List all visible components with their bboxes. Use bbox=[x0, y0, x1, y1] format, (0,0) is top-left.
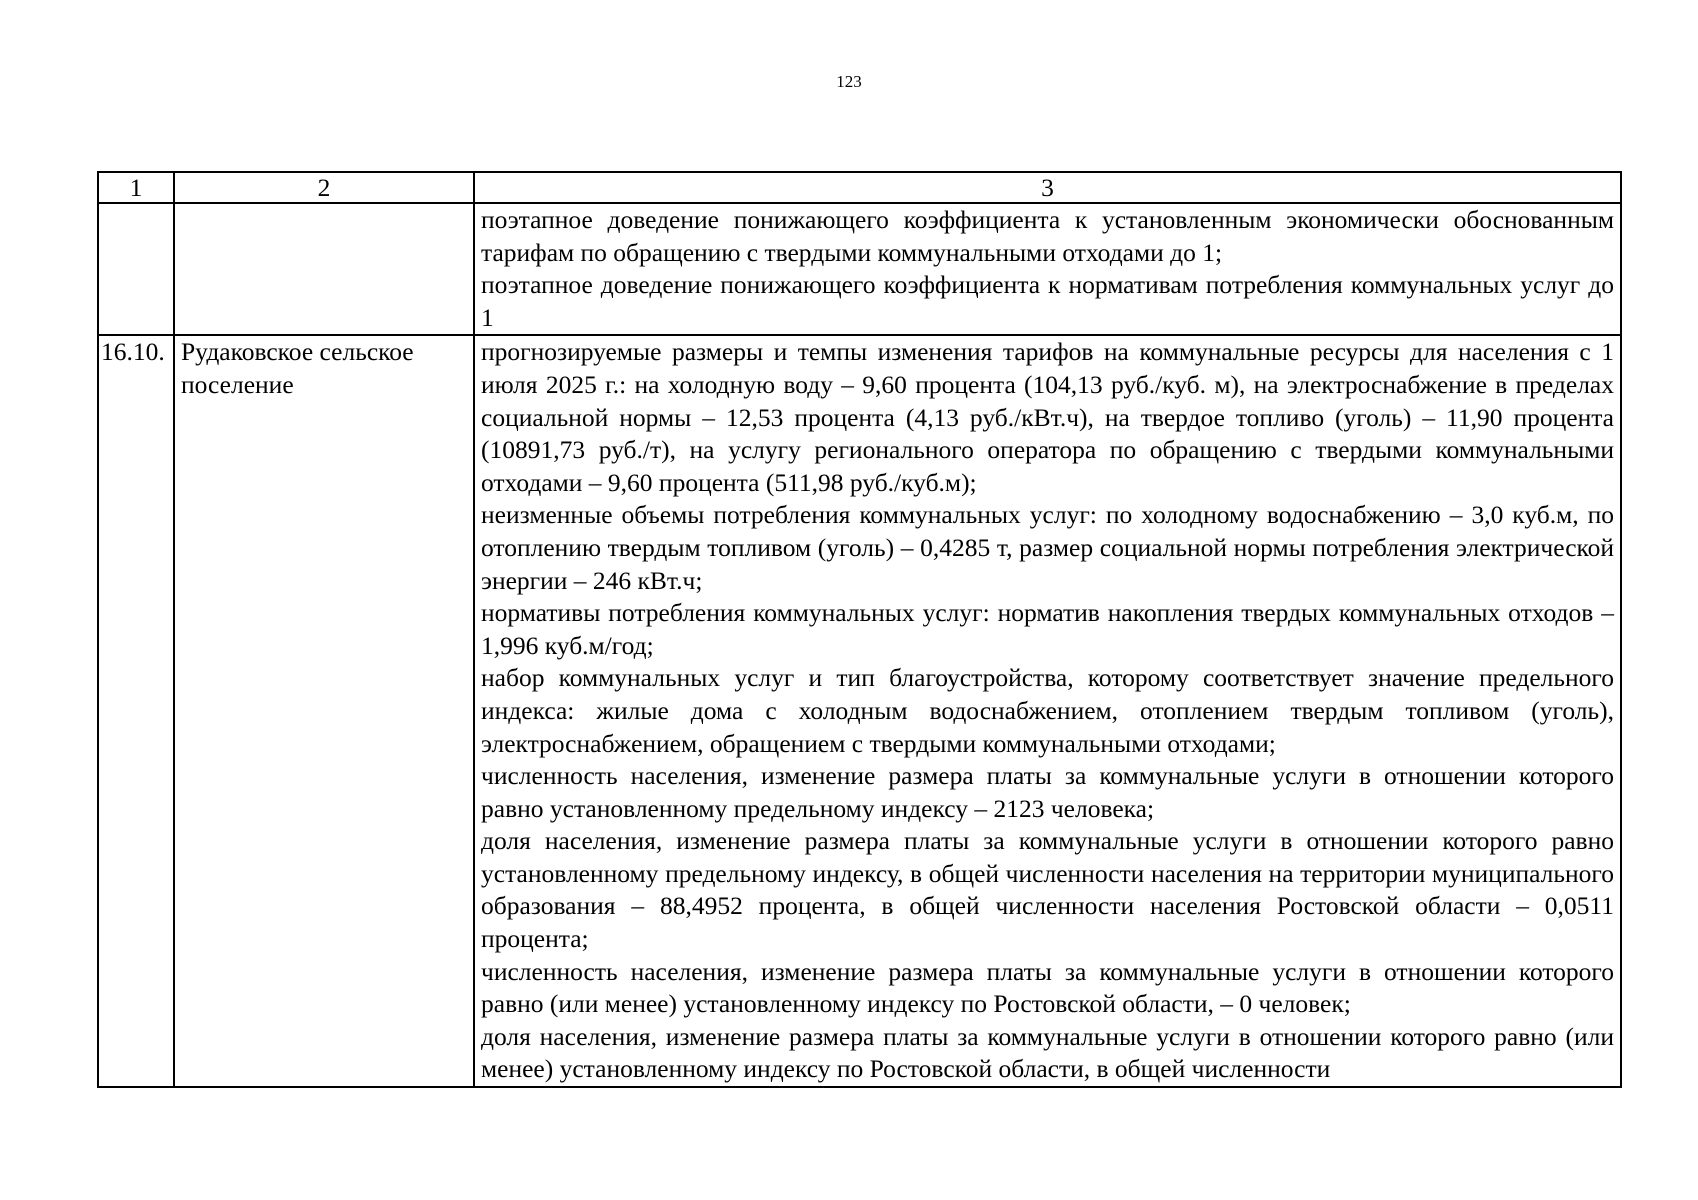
paragraph: численность населения, изменение размера платы за коммунальные услуги в отношении которого равно установленному предельному индексу – 2123 человека; bbox=[481, 761, 1614, 823]
column-header-2: 2 bbox=[174, 172, 474, 203]
column-header-3: 3 bbox=[474, 172, 1621, 203]
column-header-1: 1 bbox=[98, 172, 174, 203]
table-row-16-10 bbox=[98, 335, 1621, 1087]
paragraph: доля населения, изменение размера платы за коммунальные услуги в отношении которого равно (или менее) установленному индексу по Ростовской области, в общей численности bbox=[481, 1021, 1614, 1084]
tariff-table bbox=[97, 171, 1622, 1088]
paragraph: численность населения, изменение размера платы за коммунальные услуги в отношении которого равно (или менее) установленному индексу по Ростовской области, – 0 человек; bbox=[481, 956, 1614, 1019]
paragraph: поэтапное доведение понижающего коэффициента к установленным экономически обоснованным тарифам по обращению с твердыми коммунальными отходами до 1; bbox=[481, 205, 1614, 267]
continuation-number-cell bbox=[98, 203, 174, 335]
paragraph: поэтапное доведение понижающего коэффициента к нормативам потребления коммунальных услуг до 1 bbox=[481, 270, 1614, 332]
table-row-continuation bbox=[98, 203, 1621, 335]
paragraph: доля населения, изменение размера платы за коммунальные услуги в отношении которого равно установленному предельному индексу, в общей численности населения на территории муниципального образования – 88,4952 процента, в общей численности населения Ростовской области – 0,0511 процента; bbox=[481, 826, 1614, 954]
paragraph: прогнозируемые размеры и темпы изменения тарифов на коммунальные ресурсы для населения с 1 июля 2025 г.: на холодную воду – 9,60 процента (104,13 руб./куб. м), на электроснабжение в пределах социальной нормы – 12,53 процента (4,13 руб./кВт.ч), на твердое топливо (уголь) – 11,90 процента (10891,73 руб./т), на услугу регионального оператора по обращению с твердыми коммунальными отходами – 9,60 процента (511,98 руб./куб.м); bbox=[481, 337, 1614, 497]
settlement-name: Рудаковское сельское поселение bbox=[174, 335, 474, 1087]
continuation-settlement-cell bbox=[174, 203, 474, 335]
row-text-cell bbox=[474, 335, 1621, 1087]
paragraph: набор коммунальных услуг и тип благоустройства, которому соответствует значение предельного индекса: жилые дома с холодным водоснабжением, отоплением твердым топливом (уголь), электроснабжением, обращением с твердыми коммунальными отходами; bbox=[481, 663, 1614, 758]
row-number: 16.10. bbox=[98, 335, 174, 1087]
continuation-text-cell bbox=[474, 203, 1621, 335]
paragraph: нормативы потребления коммунальных услуг: норматив накопления твердых коммунальных отходов – 1,996 куб.м/год; bbox=[481, 598, 1614, 660]
page-number: 123 bbox=[836, 72, 862, 91]
table-header-row bbox=[98, 172, 1621, 203]
paragraph: неизменные объемы потребления коммунальных услуг: по холодному водоснабжению – 3,0 куб.м, по отоплению твердым топливом (уголь) – 0,4285 т, размер социальной нормы потребления электрической энергии – 246 кВт.ч; bbox=[481, 500, 1614, 595]
